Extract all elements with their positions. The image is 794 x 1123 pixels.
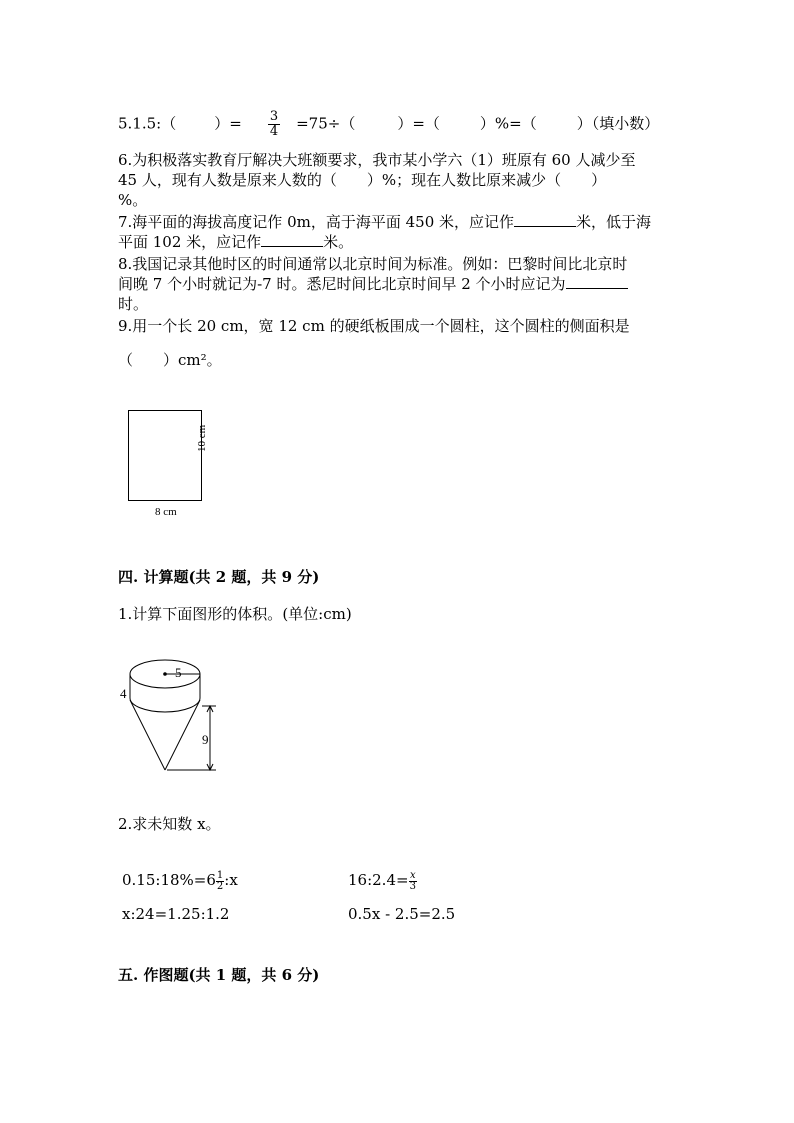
q7-line1 [118, 212, 651, 232]
q5-frac-num: 3 [269, 109, 279, 124]
fig-radius-label: 5 [175, 665, 182, 680]
q7-line2-a: 平面 102 米，应记作 [118, 233, 262, 251]
q7-line1-b: 米，低于海 [576, 213, 652, 231]
eq2-frac-den: 3 [409, 880, 416, 892]
q7-blank-1 [514, 212, 576, 227]
q5-part4: ）%=（ [479, 114, 537, 133]
eq1-part-b: :x [224, 871, 238, 889]
q5-frac-den: 4 [269, 124, 279, 139]
rect-height-label: 10 cm [196, 424, 208, 452]
q5-prefix: 5.1.5:（ [118, 114, 177, 133]
eq2-part-a: 16:2.4= [348, 871, 409, 889]
eq1-frac-num: 1 [216, 869, 224, 881]
q5-part5: ）（填小数） [576, 114, 660, 133]
q5-fraction [268, 110, 280, 139]
section4-q1: 1.计算下面图形的体积。(单位:cm) [118, 605, 352, 623]
rectangle-shape [129, 411, 202, 501]
equation-2 [348, 870, 417, 892]
q6-line2: 45 人，现有人数是原来人数的（ ）%；现在人数比原来减少（ ） [118, 171, 607, 189]
q9-line2: （ ）cm²。 [118, 351, 222, 369]
q8-line2-text: 间晚 7 个小时就记为-7 时。悉尼时间比北京时间早 2 个小时应记为 [118, 275, 566, 293]
q6-line3: %。 [118, 191, 148, 209]
question-5 [118, 110, 659, 139]
rect-width-label: 8 cm [155, 506, 177, 518]
eq1-frac-den: 2 [216, 880, 224, 892]
rectangle-figure [128, 410, 228, 510]
q5-part3: ）=（ [397, 114, 440, 133]
q8-blank [566, 274, 628, 289]
q7-line2 [118, 232, 353, 252]
q6-line1: 6.为积极落实教育厅解决大班额要求，我市某小学六（1）班原有 60 人减少至 [118, 151, 636, 169]
section-4-title: 四. 计算题(共 2 题，共 9 分) [118, 568, 320, 586]
q5-part1: ）= [214, 114, 242, 133]
section-5-title: 五. 作图题(共 1 题，共 6 分) [118, 966, 320, 984]
eq1-part-a: 0.15:18%=6 [122, 871, 216, 889]
eq2-frac-num: x [409, 869, 416, 881]
equation-4: 0.5x - 2.5=2.5 [348, 905, 456, 923]
q8-line1: 8.我国记录其他时区的时间通常以北京时间为标准。例如：巴黎时间比北京时 [118, 255, 628, 273]
q9-line1: 9.用一个长 20 cm，宽 12 cm 的硬纸板围成一个圆柱，这个圆柱的侧面积是 [118, 317, 630, 335]
fig-cyl-height-label: 4 [120, 686, 127, 701]
equation-1 [122, 870, 238, 892]
equation-3: x:24=1.25:1.2 [122, 905, 230, 923]
fig-cone-height-label: 9 [202, 732, 209, 747]
q7-blank-2 [261, 232, 323, 247]
q8-line2 [118, 274, 628, 294]
q5-part2: =75÷（ [296, 114, 356, 133]
cylinder-cone-figure [118, 652, 228, 782]
eq2-fraction [409, 871, 417, 892]
q7-line2-b: 米。 [323, 233, 354, 251]
q7-line1-a: 7.海平面的海拔高度记作 0m，高于海平面 450 米，应记作 [118, 213, 515, 231]
q8-line3: 时。 [118, 295, 149, 313]
section4-q2: 2.求未知数 x。 [118, 815, 221, 833]
cylinder-bottom-arc [130, 698, 200, 712]
